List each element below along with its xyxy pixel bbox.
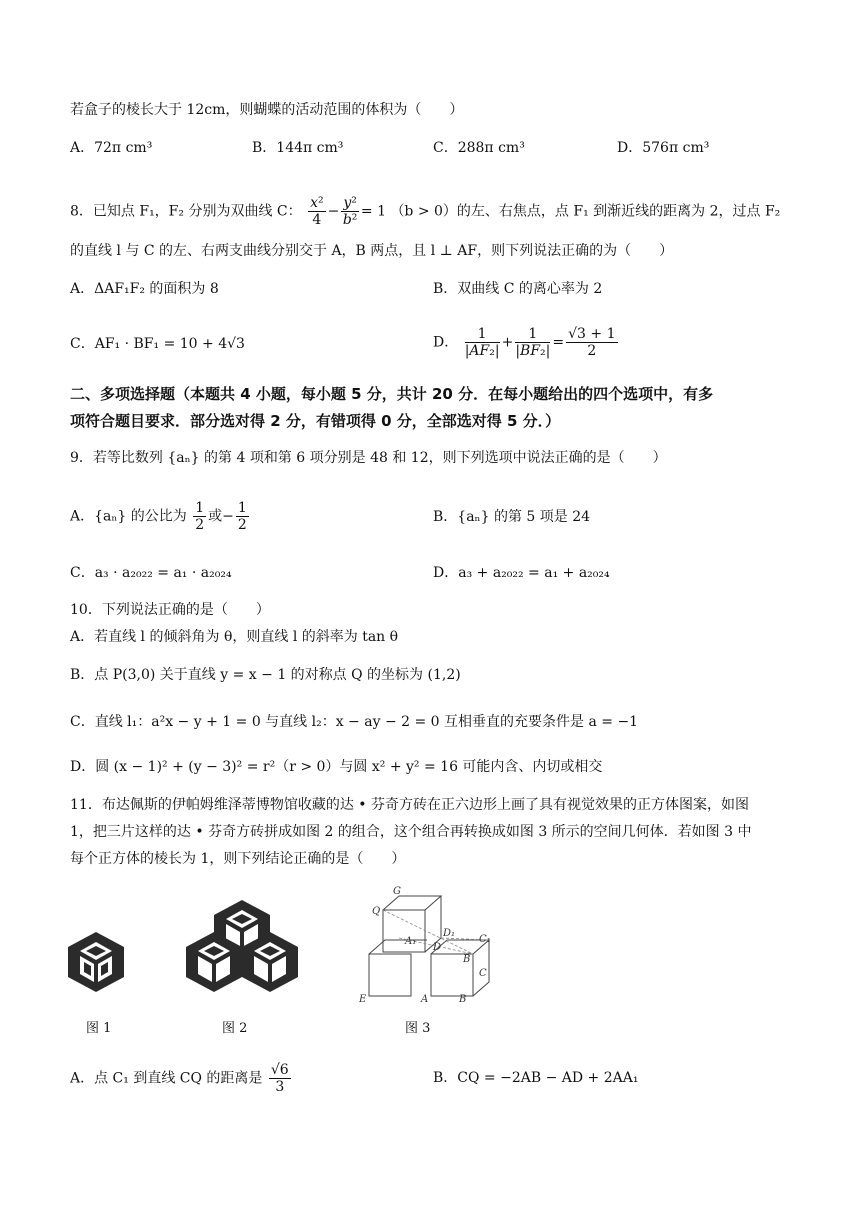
q9-option-a-prefix: A．{aₙ} 的公比为 [70, 508, 187, 525]
fig3-label-c: C [479, 968, 487, 979]
fig3-label-b: B [459, 994, 467, 1004]
fig3-label-q: Q [372, 906, 381, 917]
q7-option-a: A．72π cm³ [70, 140, 153, 156]
section2-heading-line2: 项符合题目要求．部分选对得 2 分，有错项得 0 分，全部选对得 5 分．） [70, 412, 561, 430]
q9-option-d: D．a₃ + a₂₀₂₂ = a₁ + a₂₀₂₄ [433, 565, 610, 581]
q11-stem-line3: 每个正方体的棱长为 1，则下列结论正确的是（ ） [70, 851, 406, 867]
q10-stem: 10．下列说法正确的是（ ） [70, 602, 270, 618]
fig3-label-c1: C₁ [479, 934, 491, 945]
q11-option-b: B．CQ = −2AB − AD + 2AA₁ [433, 1070, 639, 1086]
q11-stem-line2: 1，把三片这样的达 • 芬奇方砖拼成如图 2 的组合，这个组合再转换成如图 3 所示的空间几何体．若如图 3 中 [70, 824, 752, 840]
q8-fraction-x: $\frac{\text{x²}}{4}$ [310, 195, 324, 228]
q8-stem-part-a: 8．已知点 F₁，F₂ 分别为双曲线 C： [70, 203, 302, 220]
fig3-label-a1: A₁ [405, 936, 417, 947]
q10-option-d: D．圆 (x − 1)² + (y − 3)² = r²（r > 0）与圆 x² + y² = 16 可能内含、内切或相交 [70, 759, 603, 775]
q8-stem-part-b: （b > 0）的左、右焦点，点 F₁ 到渐近线的距离为 2，过点 F₂ [390, 203, 781, 220]
q8-option-c: C．AF₁ · BF₁ = 10 + 4√3 [70, 336, 245, 352]
q8-option-a: A．ΔAF₁F₂ 的面积为 8 [70, 281, 219, 297]
q7-option-d: D．576π cm³ [617, 140, 710, 156]
figure-1-cube-tile [66, 930, 126, 994]
section2-heading-line1: 二、多项选择题（本题共 4 小题，每小题 5 分，共计 20 分．在每小题给出的四个选项中，有多 [70, 385, 714, 403]
q11-stem-line1: 11．布达佩斯的伊帕姆维泽蒂博物馆收藏的达 • 芬奇方砖在正六边形上画了具有视觉效果的正方体图案，如图 [70, 797, 749, 813]
q11-option-a: A．点 C₁ 到直线 CQ 的距离是 $\frac{√6}{3}$ [70, 1062, 289, 1095]
q8-option-d: D． $\frac{1}{\text{|AF₂|}}$ + $\frac{1}{\text{|BF₂|}}$ = $\frac{√3 + 1}{2}$ [433, 326, 616, 359]
fig3-label-g: G [393, 886, 401, 897]
q9-option-a: A．{aₙ} 的公比为 $\frac{1}{2}$ 或− $\frac{1}{2}$ [70, 500, 247, 533]
fig3-label-e: E [359, 994, 367, 1004]
q8-stem-line2: 的直线 l 与 C 的左、右两支曲线分别交于 A，B 两点，且 l ⊥ AF，则下列说法正确的为（ ） [70, 243, 674, 259]
q10-option-a: A．若直线 l 的倾斜角为 θ，则直线 l 的斜率为 tan θ [70, 629, 399, 645]
q9-option-b: B．{aₙ} 的第 5 项是 24 [433, 509, 591, 525]
fig3-label-d1: D₁ [443, 928, 456, 939]
q9-stem: 9．若等比数列 {aₙ} 的第 4 项和第 6 项分别是 48 和 12，则下列选项中说法正确的是（ ） [70, 450, 667, 466]
fig3-label-b-upper: B [463, 954, 471, 965]
fig3-label-a: A [421, 994, 429, 1004]
q10-option-b: B．点 P(3,0) 关于直线 y = x − 1 的对称点 Q 的坐标为 (1,2) [70, 667, 461, 683]
figure-2-three-tiles [186, 898, 298, 996]
figure-3-solid [355, 884, 505, 1004]
q9-option-c: C．a₃ · a₂₀₂₂ = a₁ · a₂₀₂₄ [70, 565, 232, 581]
q7-option-c: C．288π cm³ [433, 140, 525, 156]
figure-1-caption: 图 1 [86, 1021, 112, 1036]
figure-2-caption: 图 2 [222, 1021, 248, 1036]
q9-option-a-mid: 或− [208, 508, 234, 525]
figure-3-caption: 图 3 [405, 1021, 431, 1036]
fig3-label-d: D [433, 942, 442, 953]
q8-stem-line1: 8．已知点 F₁，F₂ 分别为双曲线 C： $\frac{\text{x²}}{4}$ − $\frac{\text{y²}}{\text{b²}}$ = 1 （b > 0）的左、右焦点，点 F₁ 到渐近线的距离为 2，过点 F₂ [70, 195, 781, 228]
q7-option-b: B．144π cm³ [252, 140, 344, 156]
q8-option-b: B．双曲线 C 的离心率为 2 [433, 281, 603, 297]
q8-fraction-y: $\frac{\text{y²}}{\text{b²}}$ [342, 195, 358, 228]
q10-option-c: C．直线 l₁：a²x − y + 1 = 0 与直线 l₂：x − ay − 2 = 0 互相垂直的充要条件是 a = −1 [70, 714, 639, 730]
q7-stem-tail: 若盒子的棱长大于 12cm，则蝴蝶的活动范围的体积为（ ） [70, 102, 464, 118]
q11-option-a-prefix: A．点 C₁ 到直线 CQ 的距离是 [70, 1070, 263, 1087]
q8-option-d-prefix: D． [433, 334, 459, 351]
